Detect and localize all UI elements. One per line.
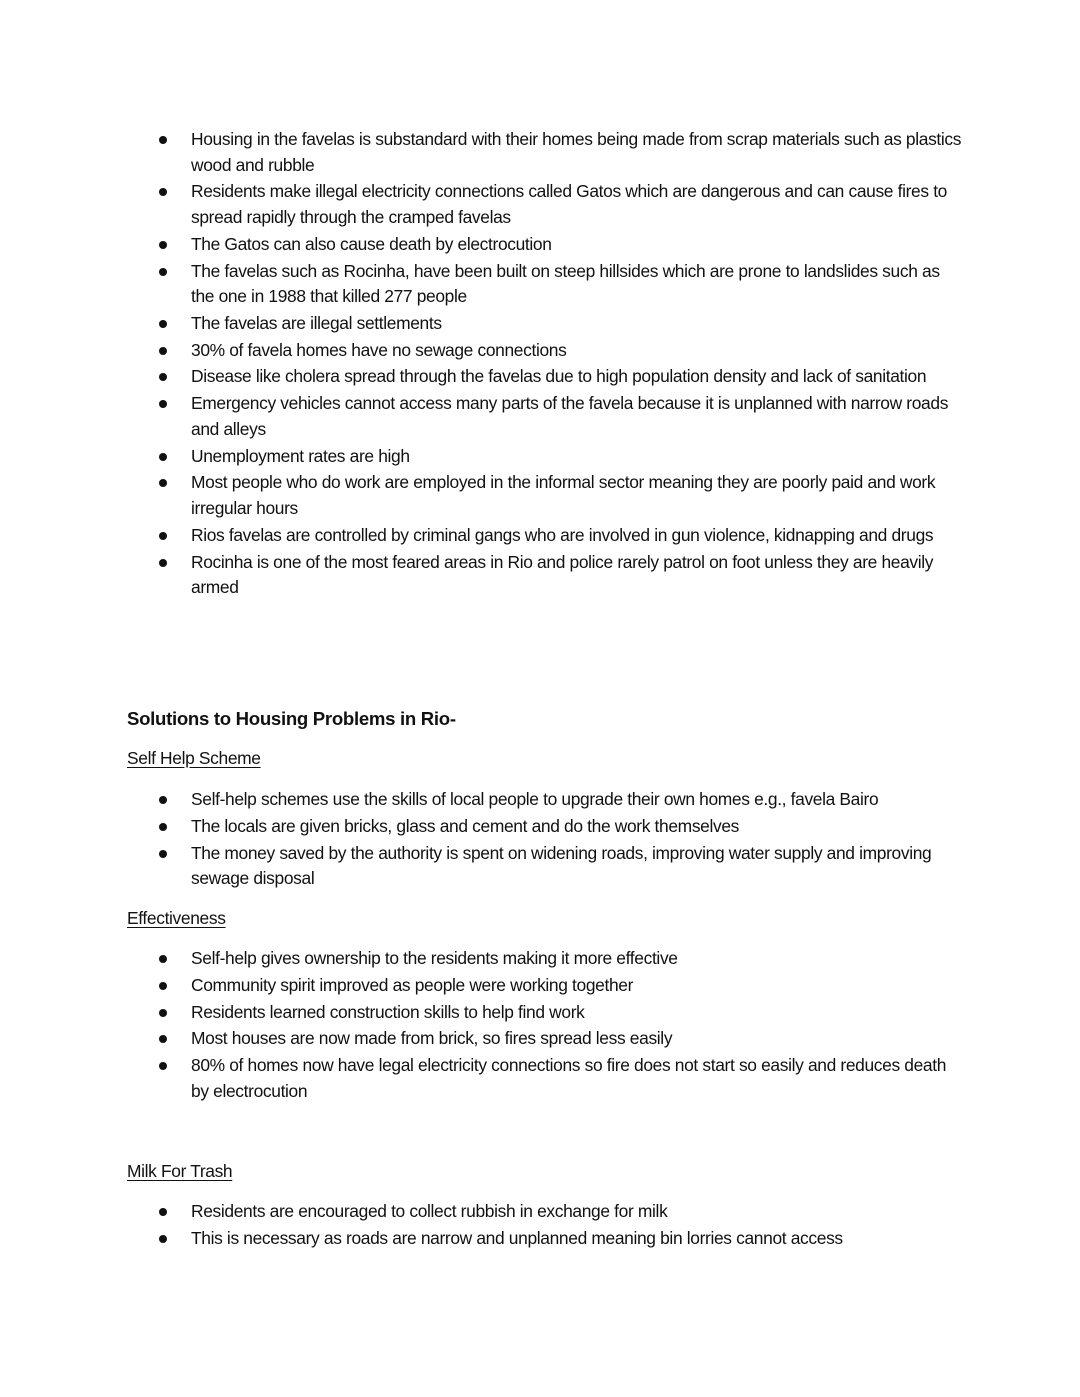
list-item — [127, 787, 967, 813]
list-item-text: Residents are encouraged to collect rubbish in exchange for milk — [191, 1201, 668, 1221]
list-item-text: The money saved by the authority is spent on widening roads, improving water supply and improving sewage disposal — [191, 842, 932, 889]
bullet-icon — [159, 1035, 167, 1043]
list-item — [127, 127, 967, 178]
bullet-icon — [159, 188, 167, 196]
list-item — [127, 259, 967, 310]
bullet-icon — [159, 1062, 167, 1070]
list-item-text: Self-help gives ownership to the residents making it more effective — [191, 948, 678, 968]
list-item — [127, 1053, 967, 1104]
milk-for-trash-heading: Milk For Trash — [127, 1161, 233, 1181]
list-item-text: Residents make illegal electricity connections called Gatos which are dangerous and can cause fires to spread rapidly through the cramped favelas — [191, 181, 947, 227]
bullet-icon — [159, 559, 167, 567]
bullet-icon — [159, 268, 167, 276]
bullet-icon — [159, 1235, 167, 1243]
bullet-icon — [159, 136, 167, 144]
solutions-heading: Solutions to Housing Problems in Rio- — [127, 708, 456, 729]
list-item-text: Emergency vehicles cannot access many parts of the favela because it is unplanned with narrow roads and alleys — [191, 393, 949, 439]
effectiveness-list — [127, 946, 967, 1106]
bullet-icon — [159, 453, 167, 461]
list-item-text: The locals are given bricks, glass and cement and do the work themselves — [191, 815, 740, 836]
list-item-text: This is necessary as roads are narrow and unplanned meaning bin lorries cannot access — [191, 1227, 843, 1248]
bullet-icon — [159, 850, 167, 858]
list-item — [127, 946, 967, 972]
list-item-text: Unemployment rates are high — [191, 445, 410, 466]
bullet-icon — [159, 982, 167, 990]
list-item — [127, 338, 967, 364]
list-item-text: Community spirit improved as people were working together — [191, 974, 634, 995]
bullet-icon — [159, 1009, 167, 1017]
problems-list — [127, 127, 967, 602]
list-item — [127, 232, 967, 258]
bullet-icon — [159, 1208, 167, 1216]
bullet-icon — [159, 796, 167, 804]
list-item — [127, 311, 967, 337]
list-item — [127, 523, 967, 549]
bullet-icon — [159, 955, 167, 963]
list-item — [127, 973, 967, 999]
list-item — [127, 1026, 967, 1052]
bullet-icon — [159, 823, 167, 831]
list-item — [127, 391, 967, 442]
list-item-text: Residents learned construction skills to help find work — [191, 1001, 585, 1022]
list-item — [127, 1000, 967, 1026]
list-item-text: Self-help schemes use the skills of local people to upgrade their own homes e.g., favela Bairo — [191, 789, 879, 809]
bullet-icon — [159, 320, 167, 328]
bullet-icon — [159, 400, 167, 408]
list-item-text: Most people who do work are employed in the informal sector meaning they are poorly paid and work irregular hours — [191, 472, 936, 518]
list-item-text: Disease like cholera spread through the favelas due to high population density and lack of sanitation — [191, 366, 927, 387]
bullet-icon — [159, 241, 167, 249]
list-item-text: Housing in the favelas is substandard with their homes being made from scrap materials such as plastics wood and rubble — [191, 129, 962, 175]
list-item-text: The favelas are illegal settlements — [191, 312, 442, 333]
self-help-scheme-heading: Self Help Scheme — [127, 748, 261, 768]
list-item — [127, 1199, 967, 1225]
list-item-text: The favelas such as Rocinha, have been built on steep hillsides which are prone to landslides such as the one in 1988 that killed 277 people — [191, 260, 940, 307]
list-item-text: Most houses are now made from brick, so fires spread less easily — [191, 1028, 673, 1049]
list-item — [127, 1226, 967, 1252]
list-item — [127, 444, 967, 470]
list-item — [127, 470, 967, 521]
list-item — [127, 841, 967, 892]
self-help-list — [127, 787, 967, 893]
list-item-text: 80% of homes now have legal electricity connections so fire does not start so easily and reduces death by electrocution — [191, 1055, 947, 1101]
list-item-text: The Gatos can also cause death by electrocution — [191, 233, 552, 254]
list-item — [127, 364, 967, 390]
bullet-icon — [159, 532, 167, 540]
effectiveness-heading: Effectiveness — [127, 908, 226, 928]
list-item-text: 30% of favela homes have no sewage connections — [191, 339, 567, 360]
milk-for-trash-list — [127, 1199, 967, 1253]
list-item-text: Rocinha is one of the most feared areas in Rio and police rarely patrol on foot unless they are heavily armed — [191, 551, 934, 598]
list-item — [127, 550, 967, 601]
bullet-icon — [159, 373, 167, 381]
list-item — [127, 814, 967, 840]
list-item — [127, 179, 967, 230]
bullet-icon — [159, 347, 167, 355]
bullet-icon — [159, 479, 167, 487]
list-item-text: Rios favelas are controlled by criminal gangs who are involved in gun violence, kidnapping and drugs — [191, 524, 934, 545]
